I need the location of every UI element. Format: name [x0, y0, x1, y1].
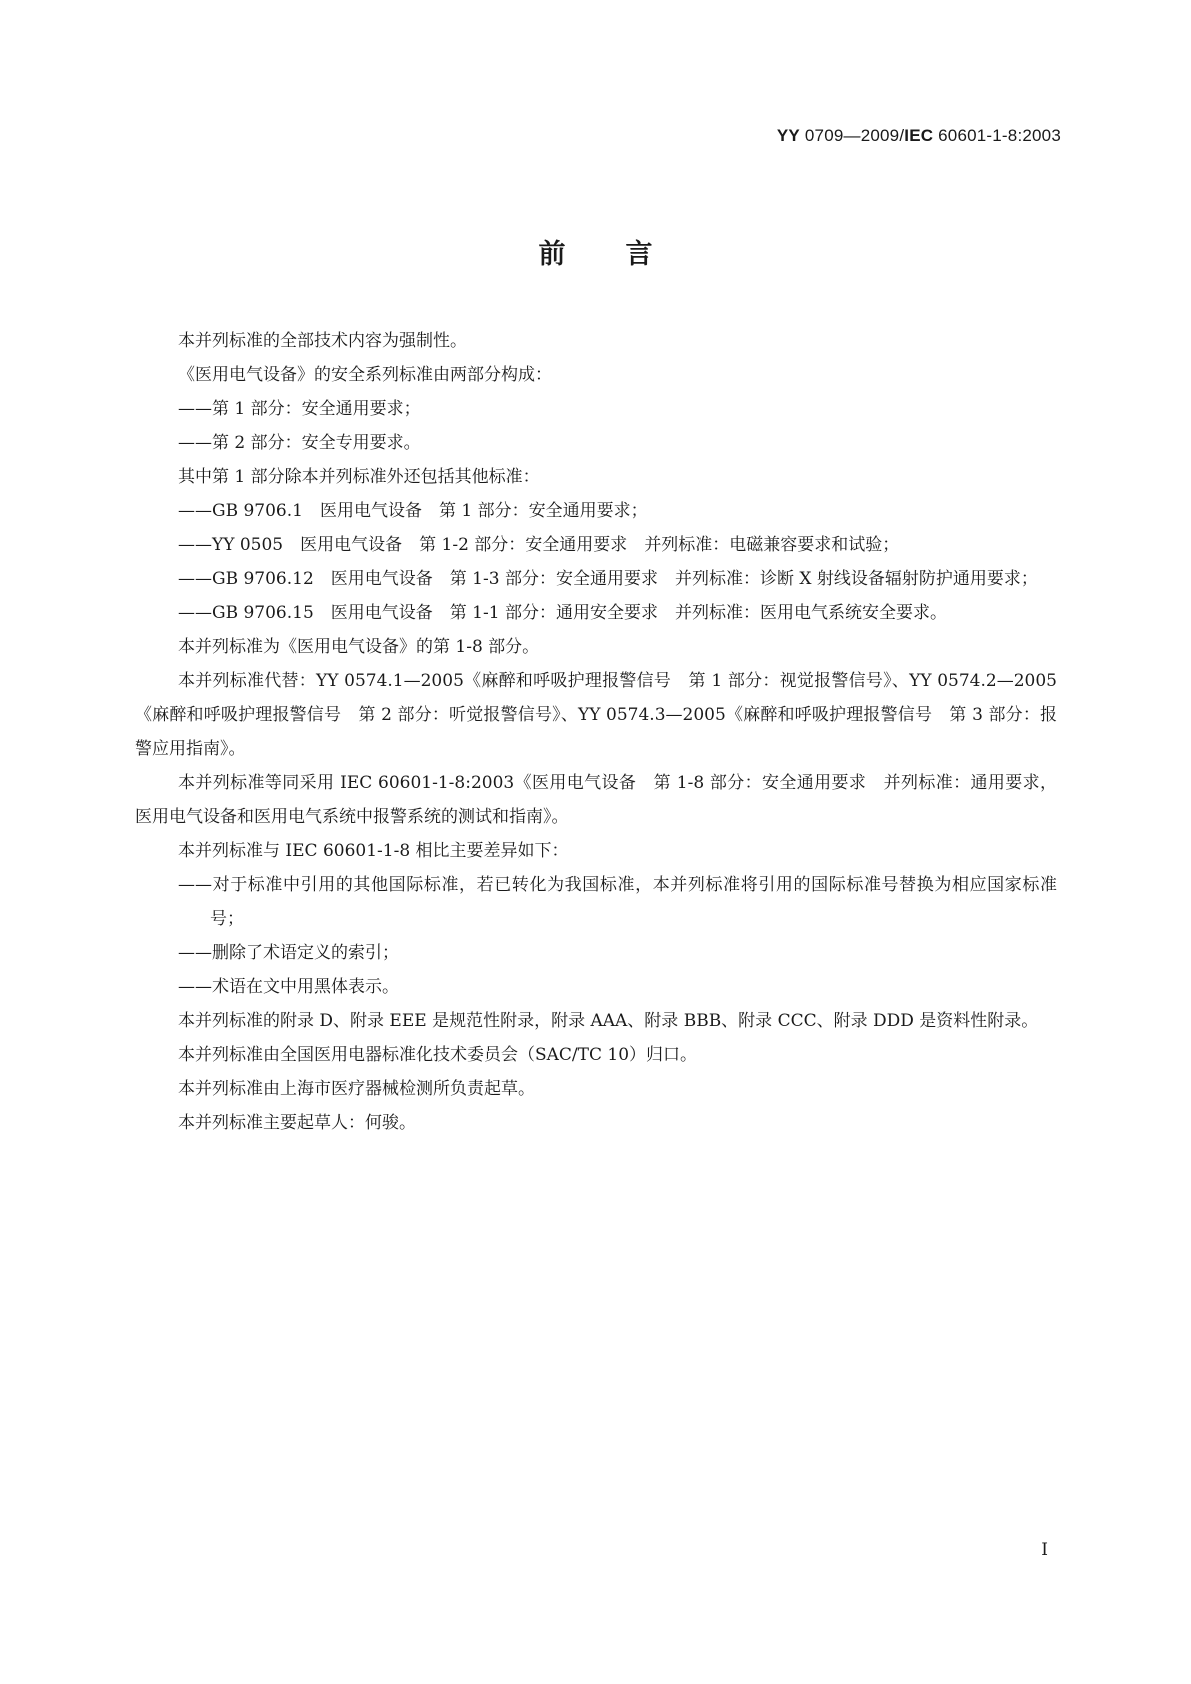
replaces-text-1: 本并列标准代替：YY 0574.1—2005《麻醉和呼吸护理报警信号 [178, 671, 672, 691]
list-item-subtitle: 第 1-1 部分：通用安全要求 [449, 603, 658, 623]
list-item-difference-2: ——删除了术语定义的索引； [178, 943, 399, 963]
list-item-subtitle: 第 1-3 部分：安全通用要求 [449, 569, 658, 589]
list-item-subtitle: 第 1 部分：安全通用要求； [438, 501, 648, 521]
standard-code-header [777, 126, 1061, 146]
paragraph-replaces [135, 664, 1057, 766]
page-title [0, 232, 1191, 271]
paragraph-part-1-standards: 其中第 1 部分除本并列标准外还包括其他标准： [178, 467, 540, 487]
paragraph-drafting-org: 本并列标准由上海市医疗器械检测所负责起草。 [178, 1079, 535, 1099]
paragraph-technical-committee: 本并列标准由全国医用电器标准化技术委员会（SAC/TC 10）归口。 [178, 1045, 698, 1065]
list-item-code: ——GB 9706.1 [178, 501, 303, 521]
paragraph-differences: 本并列标准与 IEC 60601-1-8 相比主要差异如下： [178, 841, 569, 861]
paragraph-part-1-8: 本并列标准为《医用电气设备》的第 1-8 部分。 [178, 637, 540, 657]
standard-code-iec: IEC [904, 126, 934, 145]
foreword-body [135, 324, 1057, 1140]
list-item-collateral: 并列标准：电磁兼容要求和试验； [644, 535, 900, 555]
paragraph-drafter: 本并列标准主要起草人：何骏。 [178, 1113, 416, 1133]
adoption-text-2: 第 1-8 部分：安全通用要求 [653, 773, 867, 793]
paragraph-annexes: 本并列标准的附录 D、附录 EEE 是规范性附录，附录 AAA、附录 BBB、附录 CCC、附录 DDD 是资料性附录。 [178, 1011, 1039, 1031]
list-item-title: 医用电气设备 [330, 569, 433, 589]
title-char-2: 言 [625, 239, 653, 270]
standard-code-yy: YY [776, 126, 800, 145]
list-item-collateral: 并列标准：诊断 X 射线设备辐射防护通用要求； [674, 569, 1038, 589]
page-number: I [1041, 1540, 1048, 1560]
list-item-collateral: 并列标准：医用电气系统安全要求。 [674, 603, 947, 623]
list-item-code: ——GB 9706.12 [178, 569, 314, 589]
title-char-1: 前 [538, 239, 566, 270]
list-item-code: ——GB 9706.15 [178, 603, 314, 623]
list-item-gb9706-1 [135, 494, 1057, 528]
list-item-yy0505 [135, 528, 1057, 562]
list-item-difference-1: ——对于标准中引用的其他国际标准，若已转化为我国标准，本并列标准将引用的国际标准号替换为相应国家标准号； [178, 875, 1057, 929]
adoption-text-1: 本并列标准等同采用 IEC 60601-1-8:2003《医用电气设备 [178, 773, 637, 793]
list-item-code: ——YY 0505 [178, 535, 284, 555]
paragraph-mandatory: 本并列标准的全部技术内容为强制性。 [178, 331, 467, 351]
list-item-subtitle: 第 1-2 部分：安全通用要求 [419, 535, 628, 555]
list-item-title: 医用电气设备 [300, 535, 403, 555]
list-item-part-2: ——第 2 部分：安全专用要求。 [178, 433, 421, 453]
paragraph-adoption [135, 766, 1057, 834]
list-item-difference-3: ——术语在文中用黑体表示。 [178, 977, 399, 997]
replaces-text-2: 第 1 部分：视觉报警信号》、YY 0574.2—2005《麻醉和呼吸护理报警信号 [135, 671, 1057, 725]
standard-code-number: 0709—2009/ [799, 126, 905, 145]
replaces-text-3: 第 2 部分：听觉报警信号》、YY 0574.3—2005《麻醉和呼吸护理报警信号 [358, 705, 933, 725]
list-item-title: 医用电气设备 [319, 501, 422, 521]
list-item-gb9706-15 [135, 596, 1057, 630]
adoption-text-3: 并列标准：通用要求，医用电气设备和医用电气系统中报警系统的测试和指南》。 [135, 773, 1058, 827]
replaces-text-4: 第 3 部分：报警应用指南》。 [135, 705, 1058, 759]
list-item-gb9706-12 [135, 562, 1057, 596]
list-item-title: 医用电气设备 [330, 603, 433, 623]
paragraph-series-composition: 《医用电气设备》的安全系列标准由两部分构成： [178, 365, 552, 385]
standard-code-iec-number: 60601-1-8:2003 [933, 126, 1061, 145]
list-item-part-1: ——第 1 部分：安全通用要求； [178, 399, 421, 419]
